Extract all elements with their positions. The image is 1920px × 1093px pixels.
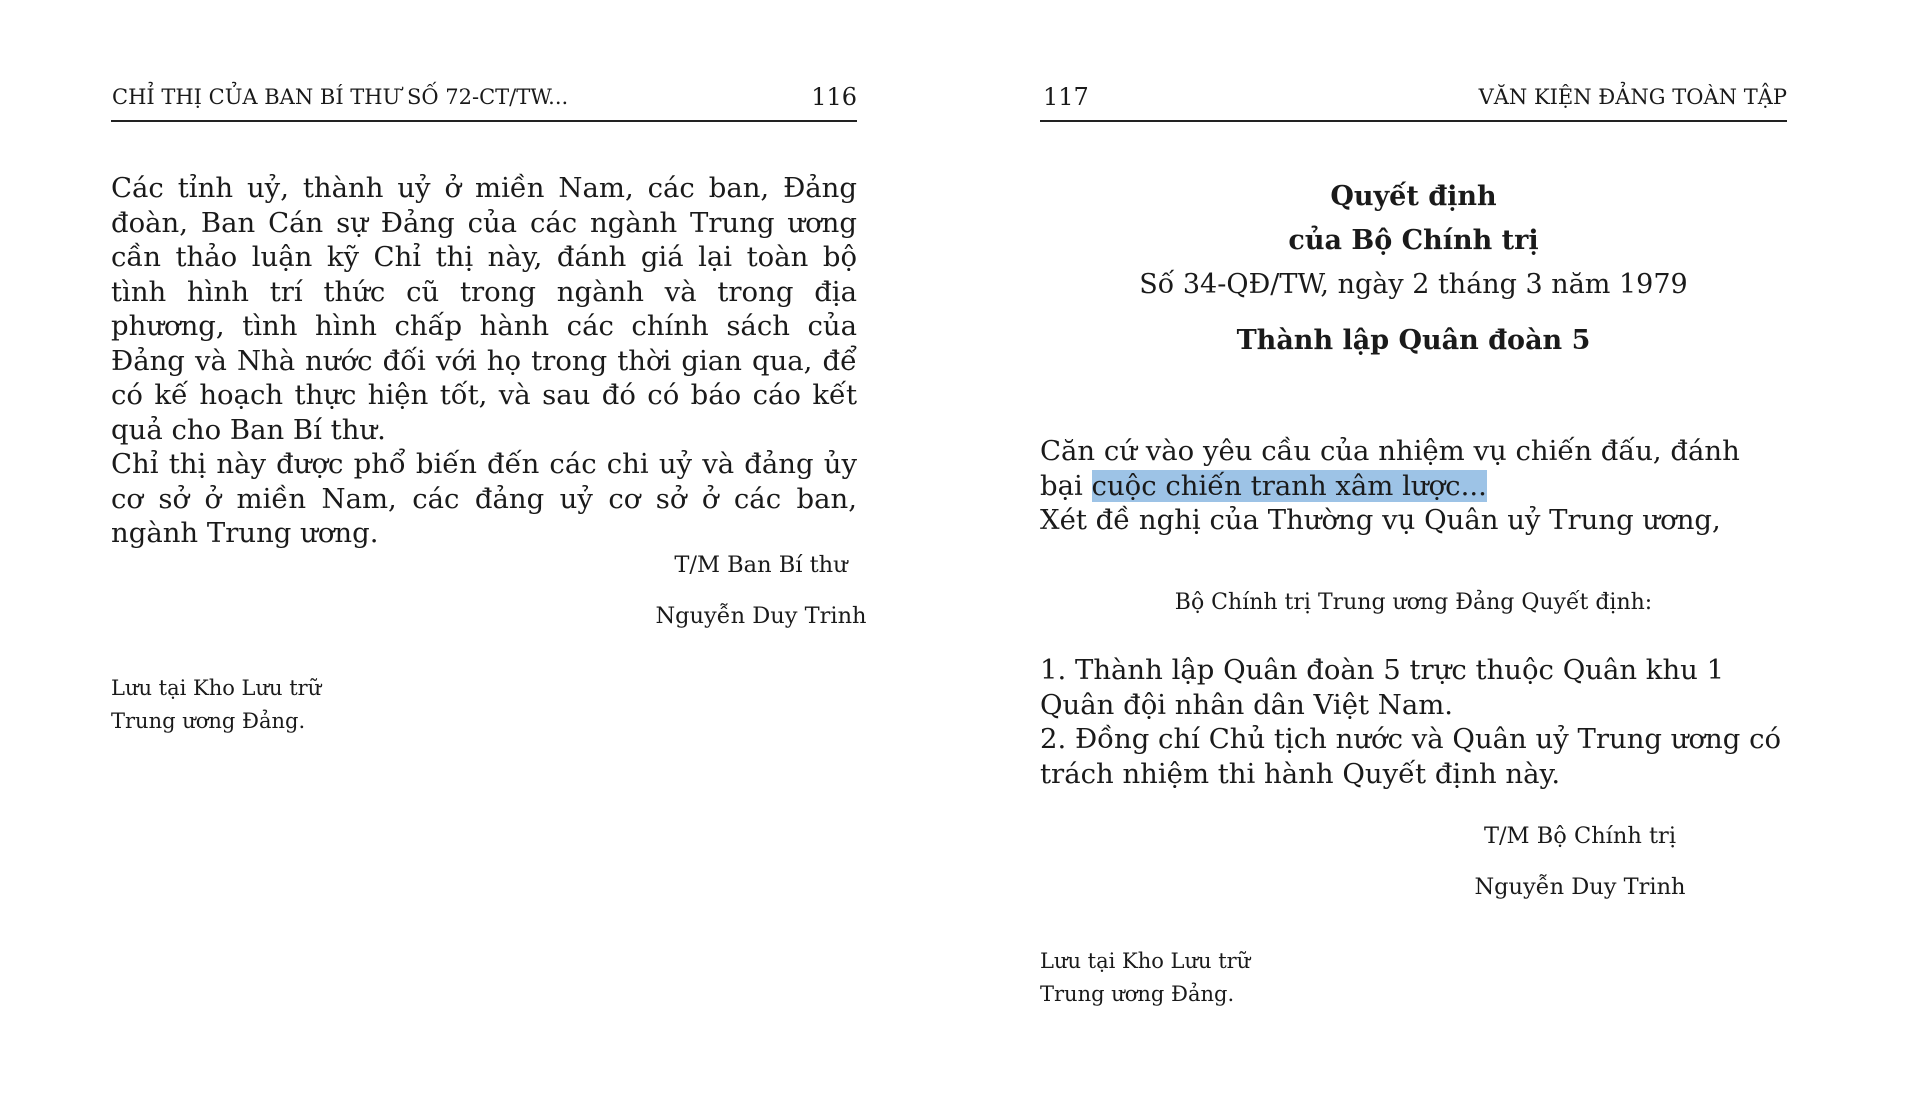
preamble-text: Căn cứ vào yêu cầu của nhiệm vụ chiến đấu, đánh bại — [1040, 435, 1740, 502]
paragraph: Chỉ thị này được phổ biến đến các chi uỷ và đảng ủy cơ sở ở miền Nam, các đảng uỷ cơ sở ở các ban, ngành Trung ương. — [111, 448, 857, 549]
archive-line: Lưu tại Kho Lưu trữ — [111, 676, 322, 700]
selected-text[interactable]: cuộc chiến tranh xâm lược... — [1091, 469, 1487, 502]
signature-name: Nguyễn Duy Trinh — [655, 603, 867, 629]
archive-line: Trung ương Đảng. — [111, 709, 306, 733]
left-page-header — [111, 82, 857, 122]
decree-intro: Bộ Chính trị Trung ương Đảng Quyết định: — [1174, 590, 1653, 615]
paragraph: Các tỉnh uỷ, thành uỷ ở miền Nam, các ban, Đảng đoàn, Ban Cán sự Đảng của các ngành Trung ương cần thảo luận kỹ Chỉ thị này, đánh giá lại toàn bộ tình hình trí thức cũ trong ngành và trong địa phương, tình hình chấp hành các chính sách của Đảng và Nhà nước đối với họ trong thời gian qua, để có kế hoạch thực hiện tốt, và sau đó có báo cáo kết quả cho Ban Bí thư. — [111, 172, 857, 446]
page-number: 117 — [1043, 83, 1089, 111]
directive-body — [111, 171, 857, 551]
running-title: VĂN KIỆN ĐẢNG TOÀN TẬP — [1478, 85, 1787, 109]
right-page-header — [1040, 82, 1787, 122]
signature-block — [1380, 823, 1780, 900]
archive-line: Trung ương Đảng. — [1040, 982, 1235, 1006]
title-line: Quyết định — [1330, 181, 1497, 212]
signature-on-behalf: T/M Bộ Chính trị — [1483, 823, 1677, 849]
signature-on-behalf: T/M Ban Bí thư — [674, 552, 848, 578]
running-title: CHỈ THỊ CỦA BAN BÍ THƯ SỐ 72-CT/TW... — [112, 85, 569, 109]
signature-name: Nguyễn Duy Trinh — [1474, 874, 1686, 900]
decision-subject: Thành lập Quân đoàn 5 — [1236, 325, 1591, 356]
archive-note — [111, 672, 321, 738]
page-number: 116 — [811, 83, 857, 111]
decision-preamble — [1040, 434, 1787, 538]
title-line: của Bộ Chính trị — [1288, 225, 1539, 256]
preamble-line — [1040, 434, 1787, 503]
signature-block — [471, 552, 1051, 629]
decree-items — [1040, 653, 1787, 791]
decision-title — [1040, 175, 1787, 363]
preamble-line: Xét đề nghị của Thường vụ Quân uỷ Trung ương, — [1040, 504, 1721, 536]
archive-note — [1040, 945, 1250, 1011]
decree-item: 1. Thành lập Quân đoàn 5 trực thuộc Quân khu 1 Quân đội nhân dân Việt Nam. — [1040, 654, 1725, 721]
archive-line: Lưu tại Kho Lưu trữ — [1040, 949, 1251, 973]
decree-item: 2. Đồng chí Chủ tịch nước và Quân uỷ Trung ương có trách nhiệm thi hành Quyết định này. — [1040, 723, 1782, 790]
decision-number: Số 34-QĐ/TW, ngày 2 tháng 3 năm 1979 — [1139, 269, 1688, 300]
